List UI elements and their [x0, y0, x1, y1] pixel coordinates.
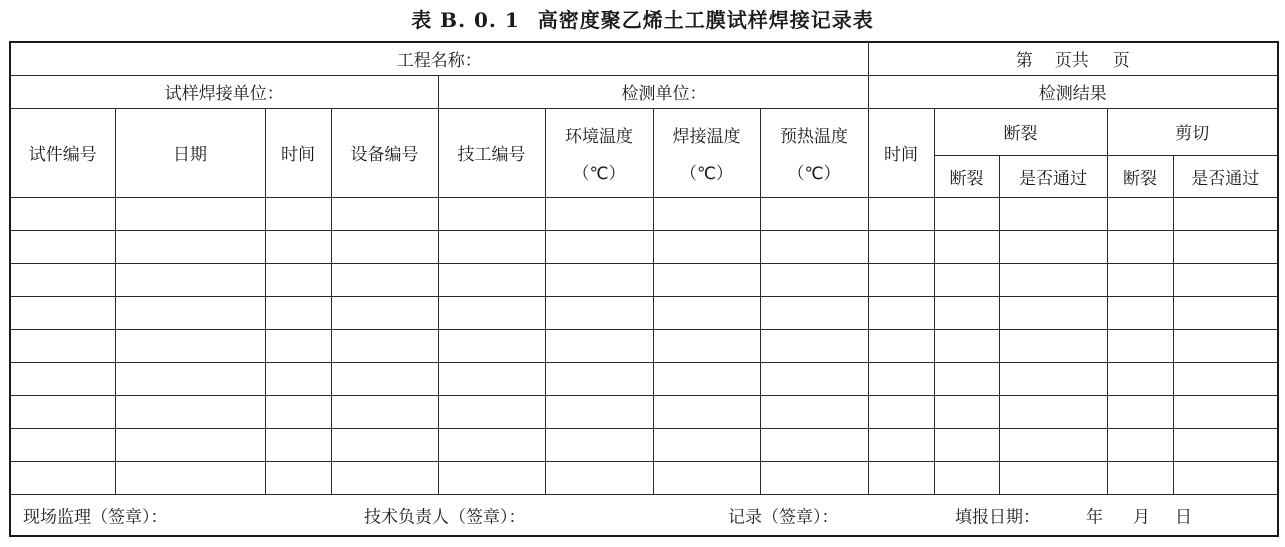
- table-cell[interactable]: [265, 363, 331, 396]
- table-cell[interactable]: [934, 429, 999, 462]
- table-cell[interactable]: [760, 230, 868, 263]
- table-cell[interactable]: [438, 462, 545, 495]
- table-cell[interactable]: [438, 263, 545, 296]
- table-cell[interactable]: [331, 462, 438, 495]
- table-cell[interactable]: [545, 263, 653, 296]
- welding-record-form: [9, 41, 1279, 537]
- table-cell[interactable]: [115, 396, 265, 429]
- year-label: 年: [1086, 507, 1103, 528]
- table-cell[interactable]: [653, 197, 760, 230]
- table-cell[interactable]: [331, 396, 438, 429]
- page-last-label: 页: [1112, 51, 1130, 72]
- col-date: 日期: [115, 108, 265, 197]
- table-cell[interactable]: [999, 297, 1107, 330]
- table-cell[interactable]: [10, 297, 115, 330]
- col-shear-pass: 是否通过: [1173, 155, 1278, 197]
- table-cell[interactable]: [868, 197, 934, 230]
- table-cell[interactable]: [868, 330, 934, 363]
- table-cell[interactable]: [868, 396, 934, 429]
- page-first-label: 第: [1015, 51, 1033, 72]
- table-cell[interactable]: [115, 297, 265, 330]
- signature-row: [10, 495, 1278, 536]
- table-cell[interactable]: [1173, 429, 1278, 462]
- table-cell[interactable]: [934, 363, 999, 396]
- table-cell[interactable]: [10, 462, 115, 495]
- table-cell[interactable]: [115, 330, 265, 363]
- supervisor-signature[interactable]: 现场监理（签章）：: [23, 507, 168, 528]
- table-cell[interactable]: [545, 363, 653, 396]
- table-cell[interactable]: [760, 363, 868, 396]
- col-equipment-no: 设备编号: [331, 108, 438, 197]
- table-cell[interactable]: [545, 462, 653, 495]
- col-group-rupture: 断裂: [934, 108, 1107, 155]
- table-cell[interactable]: [653, 462, 760, 495]
- table-title-text: 高密度聚乙烯土工膜试样焊接记录表: [537, 8, 874, 32]
- table-cell[interactable]: [760, 396, 868, 429]
- col-welding-temp: [653, 108, 760, 197]
- table-cell[interactable]: [438, 363, 545, 396]
- table-cell[interactable]: [1173, 230, 1278, 263]
- table-cell[interactable]: [1107, 297, 1173, 330]
- table-cell[interactable]: [115, 197, 265, 230]
- table-cell[interactable]: [265, 263, 331, 296]
- table-title: [0, 4, 1285, 34]
- table-cell[interactable]: [1107, 462, 1173, 495]
- table-cell[interactable]: [934, 263, 999, 296]
- table-cell[interactable]: [999, 462, 1107, 495]
- table-cell[interactable]: [1173, 297, 1278, 330]
- table-cell[interactable]: [10, 197, 115, 230]
- table-cell[interactable]: [760, 330, 868, 363]
- preheat-temp-unit: （℃）: [787, 163, 841, 184]
- table-cell[interactable]: [331, 230, 438, 263]
- table-cell[interactable]: [265, 297, 331, 330]
- table-cell[interactable]: [1173, 363, 1278, 396]
- header-row-units: [10, 75, 1278, 108]
- table-cell[interactable]: [760, 263, 868, 296]
- table-cell[interactable]: [1107, 396, 1173, 429]
- table-cell[interactable]: [115, 263, 265, 296]
- tech-lead-signature[interactable]: 技术负责人（签章）：: [364, 507, 526, 528]
- footer-row: [10, 495, 1278, 536]
- table-cell[interactable]: [545, 330, 653, 363]
- table-cell[interactable]: [760, 197, 868, 230]
- table-cell[interactable]: [265, 462, 331, 495]
- table-cell[interactable]: [115, 429, 265, 462]
- table-cell[interactable]: [265, 197, 331, 230]
- ambient-temp-label: 环境温度: [565, 126, 633, 147]
- table-cell[interactable]: [1173, 197, 1278, 230]
- table-cell[interactable]: [934, 462, 999, 495]
- table-cell[interactable]: [10, 363, 115, 396]
- table-cell[interactable]: [331, 429, 438, 462]
- table-row: [10, 330, 1278, 363]
- table-row: [10, 462, 1278, 495]
- table-cell[interactable]: [545, 429, 653, 462]
- table-cell[interactable]: [10, 396, 115, 429]
- table-cell[interactable]: [545, 230, 653, 263]
- table-cell[interactable]: [934, 396, 999, 429]
- table-cell[interactable]: [1173, 462, 1278, 495]
- table-cell[interactable]: [868, 263, 934, 296]
- table-cell[interactable]: [868, 429, 934, 462]
- table-cell[interactable]: [999, 197, 1107, 230]
- table-cell[interactable]: [868, 462, 934, 495]
- welding-unit-label: 试样焊接单位：: [164, 84, 284, 105]
- table-cell[interactable]: [265, 330, 331, 363]
- table-cell[interactable]: [653, 230, 760, 263]
- inspection-unit-label: 检测单位：: [621, 84, 707, 105]
- table-cell[interactable]: [438, 197, 545, 230]
- table-cell[interactable]: [10, 263, 115, 296]
- table-cell[interactable]: [934, 197, 999, 230]
- table-cell[interactable]: [10, 230, 115, 263]
- table-number: 表 B. 0. 1: [411, 8, 520, 32]
- table-cell[interactable]: [265, 396, 331, 429]
- table-cell[interactable]: [868, 363, 934, 396]
- table-cell[interactable]: [438, 297, 545, 330]
- table-cell[interactable]: [1107, 197, 1173, 230]
- table-cell[interactable]: [331, 330, 438, 363]
- table-cell[interactable]: [934, 230, 999, 263]
- table-cell[interactable]: [760, 297, 868, 330]
- table-cell[interactable]: [1107, 363, 1173, 396]
- table-cell[interactable]: [1107, 230, 1173, 263]
- table-cell[interactable]: [545, 197, 653, 230]
- table-cell[interactable]: [653, 330, 760, 363]
- table-cell[interactable]: [115, 363, 265, 396]
- table-cell[interactable]: [653, 263, 760, 296]
- table-row: [10, 230, 1278, 263]
- table-cell[interactable]: [265, 429, 331, 462]
- table-cell[interactable]: [653, 297, 760, 330]
- table-cell[interactable]: [868, 230, 934, 263]
- table-cell[interactable]: [653, 429, 760, 462]
- table-cell[interactable]: [999, 396, 1107, 429]
- table-cell[interactable]: [438, 396, 545, 429]
- table-cell[interactable]: [1107, 263, 1173, 296]
- table-cell[interactable]: [1173, 396, 1278, 429]
- col-rupture-rupture: 断裂: [934, 155, 999, 197]
- table-row: [10, 297, 1278, 330]
- page-count-field[interactable]: [868, 42, 1278, 75]
- table-cell[interactable]: [999, 263, 1107, 296]
- col-time: 时间: [265, 108, 331, 197]
- day-label: 日: [1175, 507, 1192, 528]
- table-cell[interactable]: [545, 396, 653, 429]
- table-cell[interactable]: [999, 429, 1107, 462]
- table-cell[interactable]: [545, 297, 653, 330]
- col-result-time: 时间: [868, 108, 934, 197]
- table-cell[interactable]: [331, 297, 438, 330]
- col-group-shear: 剪切: [1107, 108, 1278, 155]
- table-cell[interactable]: [115, 230, 265, 263]
- table-cell[interactable]: [438, 429, 545, 462]
- table-cell[interactable]: [331, 263, 438, 296]
- data-rows: [10, 197, 1278, 495]
- project-name-field[interactable]: [10, 42, 868, 75]
- table-cell[interactable]: [10, 429, 115, 462]
- table-cell[interactable]: [934, 330, 999, 363]
- ambient-temp-unit: （℃）: [572, 163, 626, 184]
- col-shear-rupture: 断裂: [1107, 155, 1173, 197]
- table-cell[interactable]: [760, 462, 868, 495]
- table-cell[interactable]: [1107, 330, 1173, 363]
- table-cell[interactable]: [265, 230, 331, 263]
- table-cell[interactable]: [999, 330, 1107, 363]
- table-cell[interactable]: [999, 230, 1107, 263]
- table-cell[interactable]: [999, 363, 1107, 396]
- col-ambient-temp: [545, 108, 653, 197]
- project-name-label: 工程名称：: [396, 51, 482, 72]
- page-middle-label: 页共: [1054, 51, 1089, 72]
- welding-temp-unit: （℃）: [679, 163, 734, 184]
- column-header-row-1: [10, 108, 1278, 155]
- table-cell[interactable]: [1107, 429, 1173, 462]
- recorder-signature[interactable]: 记录（签章）：: [728, 507, 839, 528]
- col-technician-no: 技工编号: [438, 108, 545, 197]
- table-row: [10, 363, 1278, 396]
- col-sample-no: 试件编号: [10, 108, 115, 197]
- table-cell[interactable]: [331, 363, 438, 396]
- table-cell[interactable]: [115, 462, 265, 495]
- col-preheat-temp: [760, 108, 868, 197]
- table-cell[interactable]: [934, 297, 999, 330]
- welding-unit-field[interactable]: [10, 75, 438, 108]
- table-cell[interactable]: [10, 330, 115, 363]
- table-cell[interactable]: [653, 363, 760, 396]
- table-row: [10, 396, 1278, 429]
- header-row-project: [10, 42, 1278, 75]
- table-row: [10, 429, 1278, 462]
- table-row: [10, 263, 1278, 296]
- month-label: 月: [1133, 507, 1150, 528]
- table-cell[interactable]: [653, 396, 760, 429]
- table-cell[interactable]: [760, 429, 868, 462]
- table-cell[interactable]: [331, 197, 438, 230]
- table-cell[interactable]: [1173, 330, 1278, 363]
- welding-temp-label: 焊接温度: [672, 126, 741, 147]
- col-rupture-pass: 是否通过: [999, 155, 1107, 197]
- table-cell[interactable]: [438, 330, 545, 363]
- fill-date-label: 填报日期：: [955, 507, 1040, 528]
- table-row: [10, 197, 1278, 230]
- preheat-temp-label: 预热温度: [780, 126, 848, 147]
- inspection-unit-field[interactable]: [438, 75, 868, 108]
- table-cell[interactable]: [868, 297, 934, 330]
- results-header: 检测结果: [868, 75, 1278, 108]
- table-cell[interactable]: [438, 230, 545, 263]
- table-cell[interactable]: [1173, 263, 1278, 296]
